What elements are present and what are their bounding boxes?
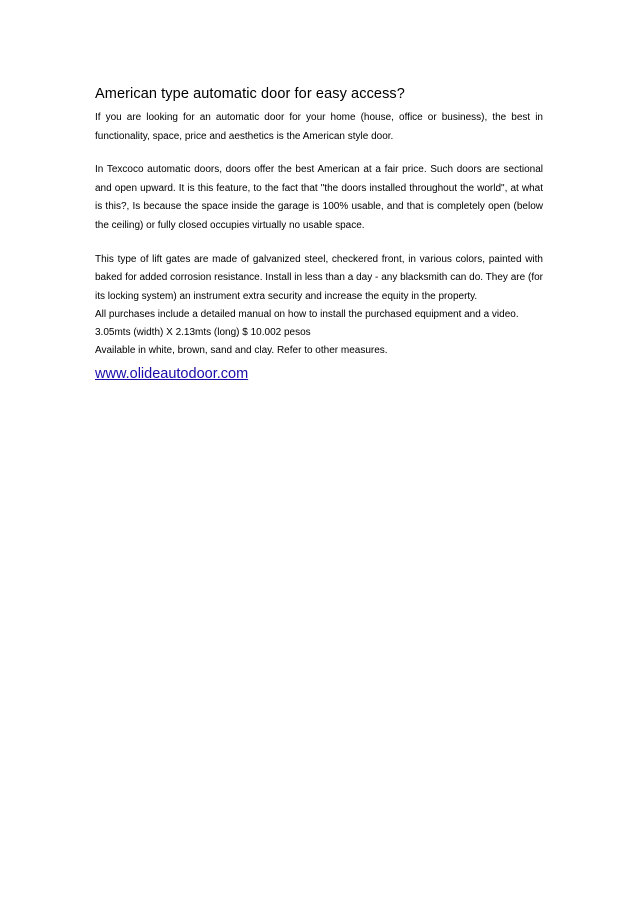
product-details-block [95, 251, 543, 361]
document-title: American type automatic door for easy access? [95, 86, 405, 102]
price-line: 3.05mts (width) X 2.13mts (long) $ 10.002 pesos [95, 327, 311, 339]
document-body [95, 85, 543, 383]
paragraph-lift-gates: This type of lift gates are made of galvanized steel, checkered front, in various colors, painted with baked for added corrosion resistance. Install in less than a day - any blacksmith can do. They are (for its locking system) an instrument extra security and increase the equity in the property. [95, 253, 543, 302]
paragraph-intro: If you are looking for an automatic door for your home (house, office or business), the best in functionality, space, price and aesthetics is the American style door. [95, 112, 543, 142]
paragraph-texcoco: In Texcoco automatic doors, doors offer the best American at a fair price. Such doors are sectional and open upward. It is this feature, to the fact that "the doors installed throughout the world", at what is this?, Is because the space inside the garage is 100% usable, and that is completely open (below the ceiling) or fully closed occupies virtually no usable space. [95, 164, 543, 231]
purchases-line: All purchases include a detailed manual on how to install the purchased equipment and a video. [95, 309, 519, 321]
website-link[interactable]: www.olideautodoor.com [95, 366, 249, 383]
colors-line: Available in white, brown, sand and clay. Refer to other measures. [95, 345, 388, 357]
